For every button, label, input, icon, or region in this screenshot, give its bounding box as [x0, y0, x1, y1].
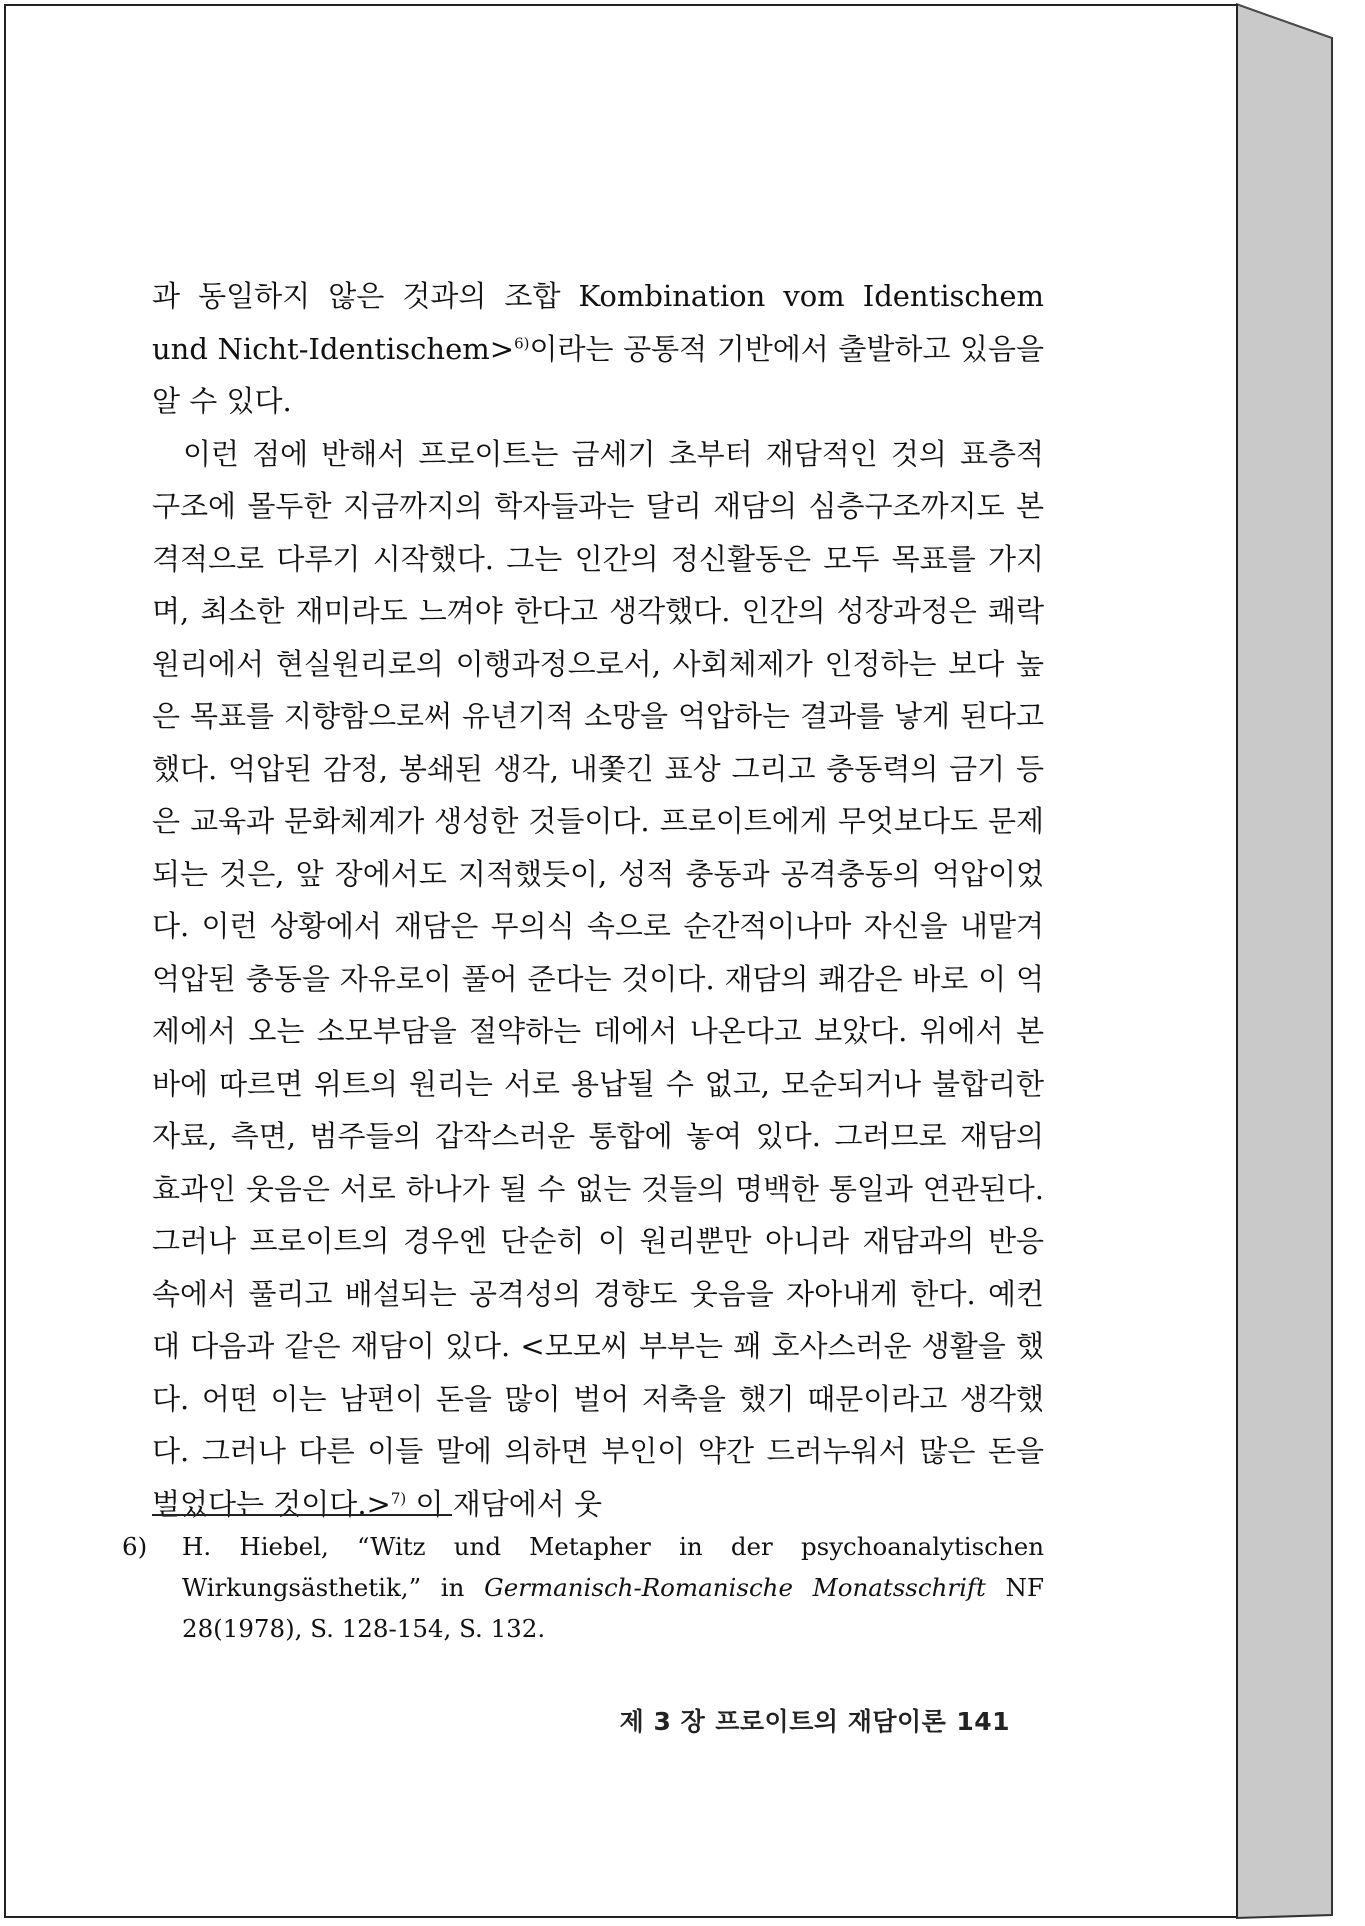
page-stack-edge [1236, 0, 1336, 1926]
paragraph [152, 428, 1044, 1531]
paragraph-text: 이 재담에서 웃 [406, 1486, 602, 1521]
footnote-ref: 6) [514, 333, 530, 352]
footnote-journal: Germanisch-Romanische Monatsschrift [484, 1573, 986, 1602]
footnote [122, 1526, 1044, 1649]
paragraph-text: 과 동일하지 않은 것과의 조합 Kombination vom Identischem und Nicht-Identischem> [152, 279, 1044, 366]
footnote-text: H. Hiebel, “Witz und Metapher in der psychoanalytischen Wirkungsästhetik,” in [182, 1532, 1044, 1602]
footnote-number: 6) [122, 1532, 148, 1561]
chapter-label: 제 3 장 [619, 1707, 706, 1736]
page-number: 141 [956, 1707, 1010, 1736]
chapter-title: 프로이트의 재담이론 [715, 1707, 947, 1736]
running-footer [0, 1702, 1010, 1738]
footnote-text: NF 28(1978), S. 128-154, S. 132. [182, 1573, 1044, 1643]
main-text [152, 270, 1044, 1530]
paragraph-text: 이런 점에 반해서 프로이트는 금세기 초부터 재담적인 것의 표층적 구조에 몰두한 지금까지의 학자들과는 달리 재담의 심층구조까지도 본격적으로 다루기 시작했다. 그는 인간의 정신활동은 모두 목표를 가지며, 최소한 재미라도 느껴야 한다고 생각했다. 인간의 성장과정은 쾌락원리에서 현실원리로의 이행과정으로서, 사회체제가 인정하는 보다 높은 목표를 지향함으로써 유년기적 소망을 억압하는 결과를 낳게 된다고 했다. 억압된 감정, 봉쇄된 생각, 내쫓긴 표상 그리고 충동력의 금기 등은 교육과 문화체계가 생성한 것들이다. 프로이트에게 무엇보다도 문제되는 것은, 앞 장에서도 지적했듯이, 성적 충동과 공격충동의 억압이었다. 이런 상황에서 재담은 무의식 속으로 순간적이나마 자신을 내맡겨 억압된 충동을 자유로이 풀어 준다는 것이다. 재담의 쾌감은 바로 이 억제에서 오는 소모부담을 절약하는 데에서 나온다고 보았다. 위에서 본 바에 따르면 위트의 원리는 서로 용납될 수 없고, 모순되거나 불합리한 자료, 측면, 범주들의 갑작스러운 통합에 놓여 있다. 그러므로 재담의 효과인 웃음은 서로 하나가 될 수 없는 것들의 명백한 통일과 연관된다. 그러나 프로이트의 경우엔 단순히 이 원리뿐만 아니라 재담과의 반응 속에서 풀리고 배설되는 공격성의 경향도 웃음을 자아내게 한다. 예컨대 다음과 같은 재담이 있다. <모모씨 부부는 꽤 호사스러운 생활을 했다. 어떤 이는 남편이 돈을 많이 벌어 저축을 했기 때문이라고 생각했다. 그러나 다른 이들 말에 의하면 부인이 약간 드러누워서 많은 돈을 벌었다는 것이다.> [152, 436, 1044, 1521]
footnote-ref: 7) [390, 1488, 407, 1507]
footnote-divider [152, 1514, 452, 1516]
paragraph [152, 270, 1044, 428]
paragraph-text: 이라는 공통적 기반에서 출발하고 있음을 알 수 있다. [152, 331, 1044, 418]
